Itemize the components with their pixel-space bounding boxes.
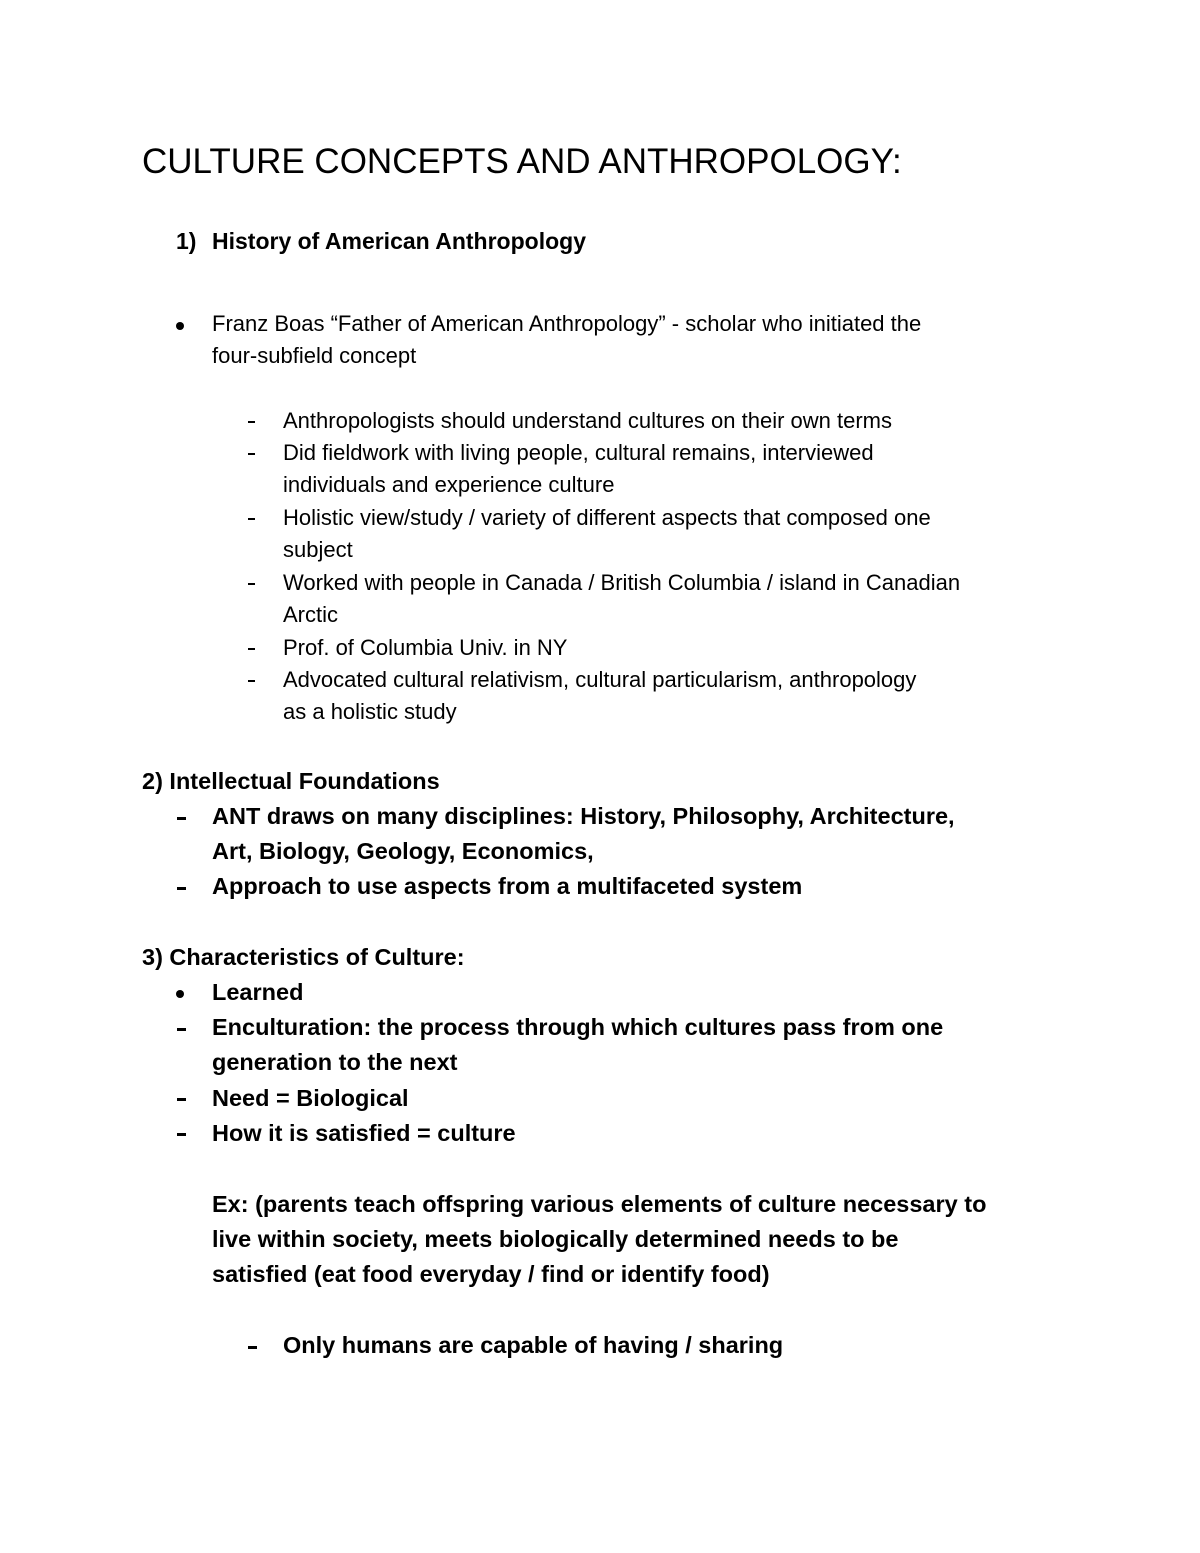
boas-line-2: four-subfield concept (212, 343, 417, 368)
section3-item-3: How it is satisfied = culture (212, 1120, 516, 1146)
sub-item-4-line-2: Arctic (283, 602, 338, 627)
example-line-2: live within society, meets biologically determined needs to be (212, 1226, 899, 1252)
section3-item-2: Need = Biological (212, 1085, 409, 1111)
dash-icon (248, 583, 255, 585)
dash-icon (248, 518, 255, 520)
sub-item-6-line-1: Advocated cultural relativism, cultural particularism, anthropology (283, 667, 917, 692)
bullet-dot-icon (176, 990, 184, 998)
section3-bullet-learned: Learned (212, 979, 304, 1005)
boas-line-1: Franz Boas “Father of American Anthropology” - scholar who initiated the (212, 311, 922, 336)
dash-icon (248, 648, 255, 650)
section2-item-1-line-1: ANT draws on many disciplines: History, Philosophy, Architecture, (212, 803, 955, 829)
section3-item-1-line-2: generation to the next (212, 1049, 458, 1075)
sub-item-6-line-2: as a holistic study (283, 699, 457, 724)
example-line-1: Ex: (parents teach offspring various elements of culture necessary to (212, 1191, 987, 1217)
sub-item-1: Anthropologists should understand cultures on their own terms (283, 408, 893, 433)
sub-item-3-line-2: subject (283, 537, 353, 562)
bullet-dot-icon (176, 322, 184, 330)
section2-item-1-line-2: Art, Biology, Geology, Economics, (212, 838, 594, 864)
sub-item-5: Prof. of Columbia Univ. in NY (283, 635, 568, 660)
dash-icon (177, 1028, 186, 1031)
section1-number: 1) (176, 228, 197, 254)
section3-item-1-line-1: Enculturation: the process through which cultures pass from one (212, 1014, 944, 1040)
page-title: CULTURE CONCEPTS AND ANTHROPOLOGY: (142, 142, 902, 181)
dash-icon (177, 887, 186, 890)
section2-heading: 2) Intellectual Foundations (142, 768, 440, 794)
dash-icon (248, 1346, 257, 1349)
dash-icon (248, 421, 255, 423)
example-line-3: satisfied (eat food everyday / find or identify food) (212, 1261, 770, 1287)
sub-item-2-line-1: Did fieldwork with living people, cultural remains, interviewed (283, 440, 874, 465)
section1-heading: History of American Anthropology (212, 228, 586, 254)
section2-item-2: Approach to use aspects from a multifaceted system (212, 873, 803, 899)
dash-icon (177, 817, 186, 820)
final-item: Only humans are capable of having / sharing (283, 1332, 784, 1358)
dash-icon (248, 680, 255, 682)
dash-icon (248, 453, 255, 455)
sub-item-4-line-1: Worked with people in Canada / British Columbia / island in Canadian (283, 570, 961, 595)
sub-item-2-line-2: individuals and experience culture (283, 472, 615, 497)
dash-icon (177, 1098, 186, 1101)
sub-item-3-line-1: Holistic view/study / variety of different aspects that composed one (283, 505, 931, 530)
section3-heading: 3) Characteristics of Culture: (142, 944, 465, 970)
dash-icon (177, 1133, 186, 1136)
